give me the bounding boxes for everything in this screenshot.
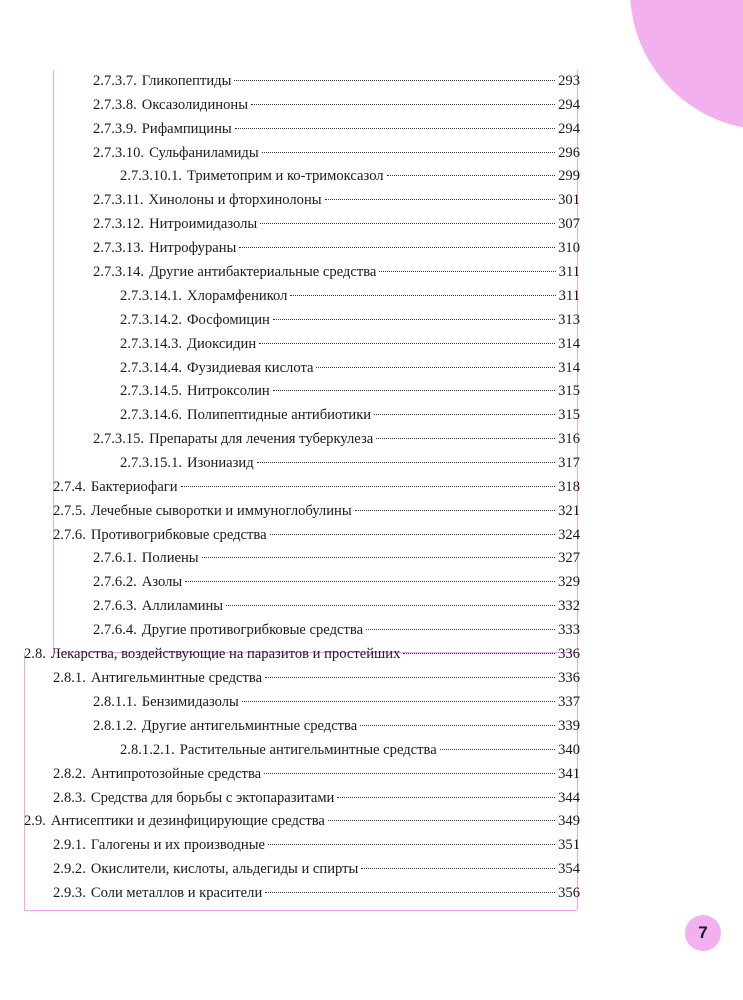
toc-page-number: 341: [558, 766, 580, 782]
toc-number: 2.9.2.: [53, 861, 86, 877]
dot-leader: [226, 605, 555, 606]
dot-leader: [262, 152, 555, 153]
toc-title: Оксазолидиноны: [141, 97, 249, 113]
dot-leader: [268, 844, 555, 845]
toc-title: Нитрофураны: [149, 240, 237, 256]
toc-entry[interactable]: [53, 500, 580, 522]
toc-entry[interactable]: [93, 142, 580, 164]
toc-entry[interactable]: [93, 189, 580, 211]
toc-page-number: 356: [558, 885, 580, 901]
toc-number: 2.7.6.1.: [93, 550, 137, 566]
dot-leader: [273, 390, 555, 391]
toc-title: Триметоприм и ко-тримоксазол: [187, 168, 384, 184]
toc-entry[interactable]: [53, 667, 580, 689]
toc-entry[interactable]: [120, 357, 580, 379]
toc-page-number: 354: [558, 861, 580, 877]
dot-leader: [440, 749, 555, 750]
toc-entry[interactable]: [24, 810, 580, 832]
toc-number: 2.7.3.10.: [93, 145, 145, 161]
toc-number: 2.7.3.15.1.: [120, 455, 183, 471]
toc-number: 2.8.1.2.: [93, 718, 137, 734]
toc-title: Диоксидин: [187, 336, 257, 352]
toc-page-number: 293: [558, 73, 580, 89]
guide-line: [24, 910, 577, 911]
toc-page-number: 351: [558, 837, 580, 853]
dot-leader: [361, 868, 555, 869]
toc-number: 2.7.4.: [53, 479, 86, 495]
toc-title: Аллиламины: [141, 598, 224, 614]
toc-page-number: 318: [558, 479, 580, 495]
toc-title: Антигельминтные средства: [90, 670, 263, 686]
dot-leader: [387, 175, 556, 176]
toc-title: Окислители, кислоты, альдегиды и спирты: [90, 861, 359, 877]
toc-title: Растительные антигельминтные средства: [179, 742, 437, 758]
toc-number: 2.8.1.1.: [93, 694, 137, 710]
toc-title: Лечебные сыворотки и иммуноглобулины: [90, 503, 352, 519]
dot-leader: [185, 581, 555, 582]
toc-title: Другие антигельминтные средства: [141, 718, 358, 734]
toc-number: 2.8.2.: [53, 766, 86, 782]
toc-number: 2.7.6.: [53, 527, 86, 543]
toc-page-number: 311: [558, 288, 580, 304]
toc-number: 2.9.: [24, 813, 46, 829]
toc-title: Сульфаниламиды: [149, 145, 259, 161]
toc-number: 2.7.3.14.5.: [120, 383, 183, 399]
toc-entry[interactable]: [120, 739, 580, 761]
toc-entry[interactable]: [120, 333, 580, 355]
toc-number: 2.7.3.14.1.: [120, 288, 183, 304]
toc-number: 2.9.1.: [53, 837, 86, 853]
toc-page-number: 336: [558, 646, 580, 662]
toc-entry[interactable]: [53, 834, 580, 856]
toc-entry[interactable]: [93, 715, 580, 737]
dot-leader: [379, 271, 555, 272]
dot-leader: [265, 892, 555, 893]
toc-page-number: 317: [558, 455, 580, 471]
dot-leader: [316, 367, 555, 368]
toc-page-number: 321: [558, 503, 580, 519]
toc-page-number: 336: [558, 670, 580, 686]
toc-page-number: 313: [558, 312, 580, 328]
toc-entry[interactable]: [93, 118, 580, 140]
dot-leader: [264, 773, 555, 774]
toc-page-number: 344: [558, 790, 580, 806]
page-number-badge: 7: [685, 915, 721, 951]
toc-entry[interactable]: [93, 237, 580, 259]
toc-entry[interactable]: [93, 428, 580, 450]
toc-number: 2.7.3.14.4.: [120, 360, 183, 376]
toc-number: 2.7.3.14.6.: [120, 407, 183, 423]
toc-title: Полиены: [141, 550, 199, 566]
toc-page-number: 340: [558, 742, 580, 758]
toc-number: 2.9.3.: [53, 885, 86, 901]
toc-number: 2.7.3.9.: [93, 121, 137, 137]
toc-title: Средства для борьбы с эктопаразитами: [90, 790, 335, 806]
toc-number: 2.8.: [24, 646, 46, 662]
toc-entry[interactable]: [53, 858, 580, 880]
dot-leader: [270, 534, 556, 535]
dot-leader: [366, 629, 555, 630]
toc-page-number: 314: [558, 360, 580, 376]
toc-number: 2.7.3.11.: [93, 192, 144, 208]
dot-leader: [376, 438, 555, 439]
dot-leader: [234, 80, 555, 81]
toc-entry[interactable]: [24, 643, 580, 665]
dot-leader: [260, 223, 555, 224]
toc-page-number: 337: [558, 694, 580, 710]
dot-leader: [202, 557, 555, 558]
toc-number: 2.7.6.4.: [93, 622, 137, 638]
toc-entry[interactable]: [120, 285, 580, 307]
dot-leader: [290, 295, 555, 296]
toc-entry[interactable]: [53, 882, 580, 904]
toc-page-number: 324: [558, 527, 580, 543]
toc-number: 2.7.5.: [53, 503, 86, 519]
toc-title: Другие антибактериальные средства: [149, 264, 377, 280]
toc-title: Галогены и их производные: [90, 837, 266, 853]
toc-title: Фузидиевая кислота: [187, 360, 314, 376]
toc-entry[interactable]: [93, 547, 580, 569]
toc-page-number: 294: [558, 121, 580, 137]
toc-number: 2.7.3.12.: [93, 216, 145, 232]
toc-entry[interactable]: [93, 261, 580, 283]
toc-title: Полипептидные антибиотики: [187, 407, 372, 423]
dot-leader: [235, 128, 555, 129]
dot-leader: [259, 343, 555, 344]
dot-leader: [257, 462, 555, 463]
toc-title: Препараты для лечения туберкулеза: [149, 431, 374, 447]
toc-number: 2.7.3.13.: [93, 240, 145, 256]
toc-number: 2.8.1.: [53, 670, 86, 686]
dot-leader: [403, 653, 555, 654]
toc-entry[interactable]: [120, 380, 580, 402]
toc-page-number: 294: [558, 97, 580, 113]
toc-entry[interactable]: [53, 763, 580, 785]
dot-leader: [328, 820, 555, 821]
toc-page-number: 314: [558, 336, 580, 352]
dot-leader: [265, 677, 555, 678]
dot-leader: [374, 414, 555, 415]
dot-leader: [242, 701, 555, 702]
toc-entry[interactable]: [93, 571, 580, 593]
toc-entry[interactable]: [53, 787, 580, 809]
toc-title: Антипротозойные средства: [90, 766, 262, 782]
toc-number: 2.7.3.14.2.: [120, 312, 183, 328]
toc-title: Гликопептиды: [141, 73, 232, 89]
toc-page-number: 301: [558, 192, 580, 208]
toc-title: Соли металлов и красители: [90, 885, 263, 901]
toc-number: 2.7.3.8.: [93, 97, 137, 113]
toc-number: 2.7.3.14.: [93, 264, 145, 280]
toc-title: Азолы: [141, 574, 183, 590]
toc-page-number: 296: [558, 145, 580, 161]
guide-line: [24, 652, 25, 910]
toc-title: Антисептики и дезинфицирующие средства: [50, 813, 325, 829]
dot-leader: [337, 797, 555, 798]
toc-page-number: 311: [558, 264, 580, 280]
toc-entry[interactable]: [93, 70, 580, 92]
toc-entry[interactable]: [93, 691, 580, 713]
toc-title: Рифампицины: [141, 121, 232, 137]
toc-page-number: 349: [558, 813, 580, 829]
toc-title: Бензимидазолы: [141, 694, 239, 710]
toc-entry[interactable]: [120, 404, 580, 426]
toc-title: Противогрибковые средства: [90, 527, 267, 543]
toc-page-number: 307: [558, 216, 580, 232]
toc-title: Лекарства, воздействующие на паразитов и простейших: [50, 646, 401, 662]
toc-title: Нитроксолин: [187, 383, 270, 399]
toc-entry[interactable]: [93, 94, 580, 116]
toc-page-number: 315: [558, 407, 580, 423]
toc-number: 2.7.3.14.3.: [120, 336, 183, 352]
toc-page-number: 332: [558, 598, 580, 614]
toc-entry[interactable]: [120, 452, 580, 474]
toc-number: 2.7.6.3.: [93, 598, 137, 614]
toc-number: 2.7.6.2.: [93, 574, 137, 590]
dot-leader: [273, 319, 555, 320]
toc-entry[interactable]: [93, 595, 580, 617]
toc-page-number: 299: [558, 168, 580, 184]
toc-entry[interactable]: [93, 213, 580, 235]
toc-page-number: 310: [558, 240, 580, 256]
toc-number: 2.8.1.2.1.: [120, 742, 175, 758]
toc-page-number: 339: [558, 718, 580, 734]
toc-entry[interactable]: [93, 619, 580, 641]
dot-leader: [239, 247, 555, 248]
toc-number: 2.7.3.15.: [93, 431, 145, 447]
toc-page-number: 329: [558, 574, 580, 590]
toc-entry[interactable]: [53, 524, 580, 546]
toc-page-number: 316: [558, 431, 580, 447]
toc-title: Бактериофаги: [90, 479, 178, 495]
toc-page-number: 333: [558, 622, 580, 638]
toc-entry[interactable]: [120, 309, 580, 331]
toc-entry[interactable]: [120, 165, 580, 187]
toc-title: Хлорамфеникол: [187, 288, 288, 304]
dot-leader: [355, 510, 555, 511]
guide-line: [53, 70, 54, 652]
toc-entry[interactable]: [53, 476, 580, 498]
toc-title: Изониазид: [187, 455, 254, 471]
toc-number: 2.7.3.10.1.: [120, 168, 183, 184]
dot-leader: [325, 199, 556, 200]
toc-page-number: 327: [558, 550, 580, 566]
dot-leader: [181, 486, 556, 487]
toc-title: Другие противогрибковые средства: [141, 622, 364, 638]
dot-leader: [251, 104, 555, 105]
toc-title: Хинолоны и фторхинолоны: [148, 192, 322, 208]
dot-leader: [360, 725, 555, 726]
toc-title: Фосфомицин: [187, 312, 270, 328]
toc-number: 2.8.3.: [53, 790, 86, 806]
toc-title: Нитроимидазолы: [149, 216, 258, 232]
toc-page-number: 315: [558, 383, 580, 399]
toc-number: 2.7.3.7.: [93, 73, 137, 89]
